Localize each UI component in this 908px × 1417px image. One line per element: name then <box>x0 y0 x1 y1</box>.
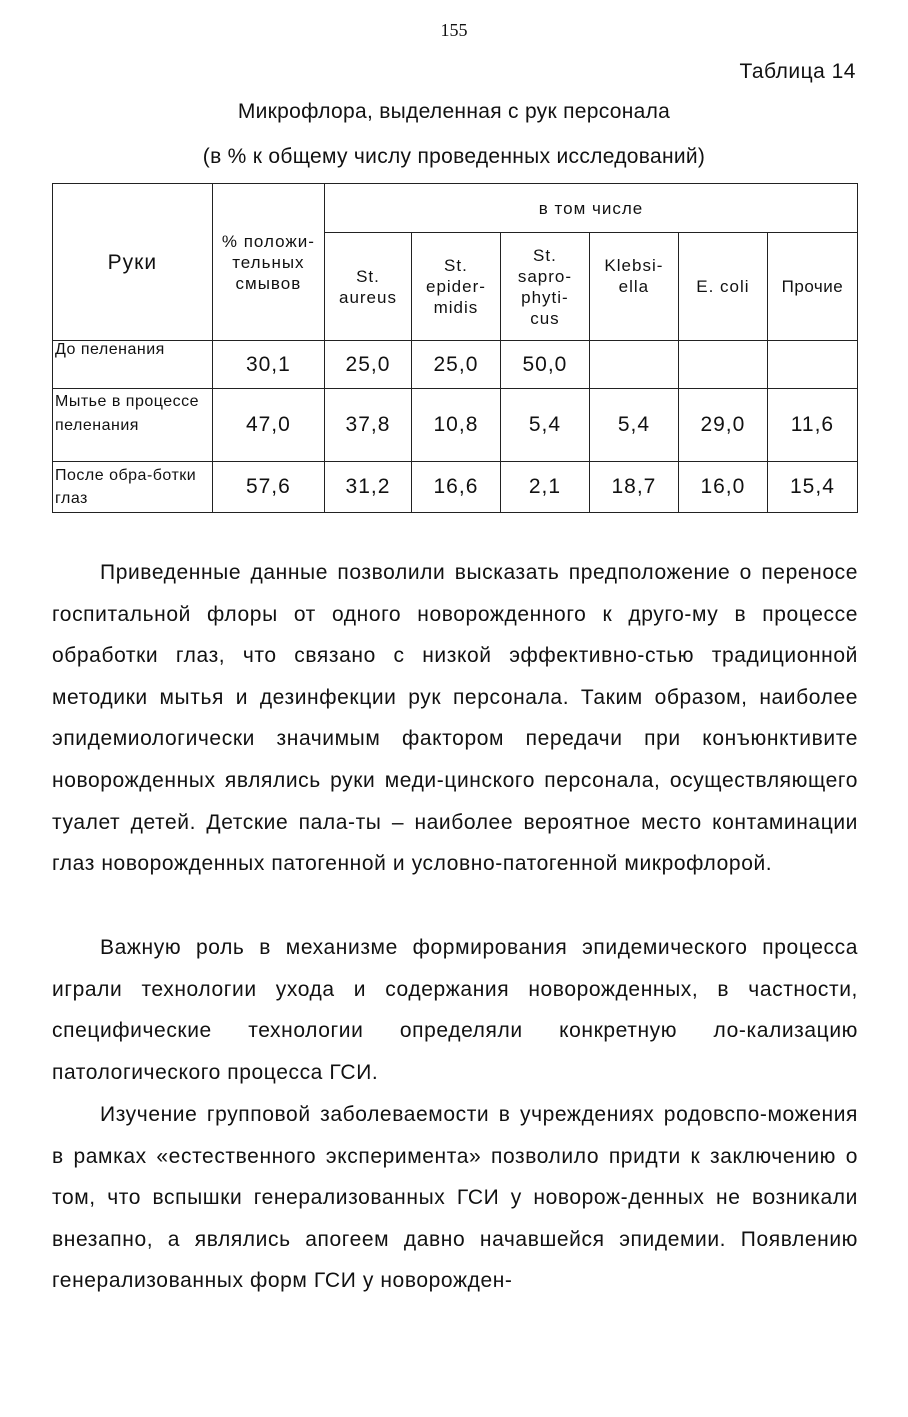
cell-value: 18,7 <box>589 462 678 513</box>
header-e-coli: E. coli <box>678 233 767 341</box>
cell-value: 11,6 <box>767 389 857 462</box>
paragraph-3-text: Изучение групповой заболеваемости в учреждениях родовспо-можения в рамках «естественного эксперимента» позволило придти к заключению о том, что вспышки генерализованных ГСИ у новорож-денных не возникали внезапно, а являлись апогеем давно начавшейся эпидемии. Появлению генерализованных форм ГСИ у новорожден- <box>52 1103 858 1293</box>
header-klebsiella: Klebsi-ella <box>589 233 678 341</box>
header-group: в том числе <box>325 184 858 233</box>
cell-value <box>589 341 678 389</box>
cell-value: 25,0 <box>411 341 500 389</box>
cell-value: 15,4 <box>767 462 857 513</box>
cell-value: 5,4 <box>589 389 678 462</box>
cell-value: 25,0 <box>325 341 412 389</box>
paragraph-2-text: Важную роль в механизме формирования эпидемического процесса играли технологии ухода и содержания новорожденных, в частности, специфические технологии определяли конкретную ло-кализацию патологического процесса ГСИ. <box>52 936 858 1084</box>
cell-value: 50,0 <box>500 341 589 389</box>
cell-value: 5,4 <box>500 389 589 462</box>
paragraph-1 <box>52 552 858 885</box>
header-st-saprophyticus: St. sapro-phyti-cus <box>500 233 589 341</box>
table-label: Таблица 14 <box>739 60 856 83</box>
header-st-aureus: St. aureus <box>325 233 412 341</box>
cell-positive: 30,1 <box>212 341 324 389</box>
cell-value: 37,8 <box>325 389 412 462</box>
header-other: Прочие <box>767 233 857 341</box>
cell-value: 2,1 <box>500 462 589 513</box>
table-row <box>53 341 858 389</box>
header-st-epidermidis: St. epider-midis <box>411 233 500 341</box>
microflora-table <box>52 183 858 513</box>
table-caption-line-1: Микрофлора, выделенная с рук персонала <box>237 100 671 123</box>
page-number: 155 <box>440 20 468 40</box>
cell-value <box>678 341 767 389</box>
cell-positive: 57,6 <box>212 462 324 513</box>
table-row <box>53 462 858 513</box>
cell-positive: 47,0 <box>212 389 324 462</box>
paragraph-2 <box>52 927 858 1093</box>
cell-value: 16,6 <box>411 462 500 513</box>
row-label: Мытье в процессе пеленания <box>53 389 213 462</box>
cell-value: 29,0 <box>678 389 767 462</box>
cell-value: 16,0 <box>678 462 767 513</box>
paragraph-1-text: Приведенные данные позволили высказать предположение о переносе госпитальной флоры от одного новорожденного к друго-му в процессе обработки глаз, что связано с низкой эффективно-стью традиционной методики мытья и дезинфекции рук персонала. Таким образом, наиболее эпидемиологически значимым фактором передачи при конъюнктивите новорожденных являлись руки меди-цинского персонала, осуществляющего туалет детей. Детские пала-ты – наиболее вероятное место контаминации глаз новорожденных патогенной и условно-патогенной микрофлорой. <box>52 561 858 876</box>
header-hands: Руки <box>53 184 213 341</box>
cell-value <box>767 341 857 389</box>
paragraph-3 <box>52 1094 858 1302</box>
cell-value: 10,8 <box>411 389 500 462</box>
cell-value: 31,2 <box>325 462 412 513</box>
table-caption-line-2: (в % к общему числу проведенных исследований) <box>202 145 706 168</box>
table-row <box>53 389 858 462</box>
header-positive: % положи-тельных смывов <box>212 184 324 341</box>
row-label: После обра-ботки глаз <box>53 462 213 513</box>
row-label: До пеленания <box>53 341 213 389</box>
